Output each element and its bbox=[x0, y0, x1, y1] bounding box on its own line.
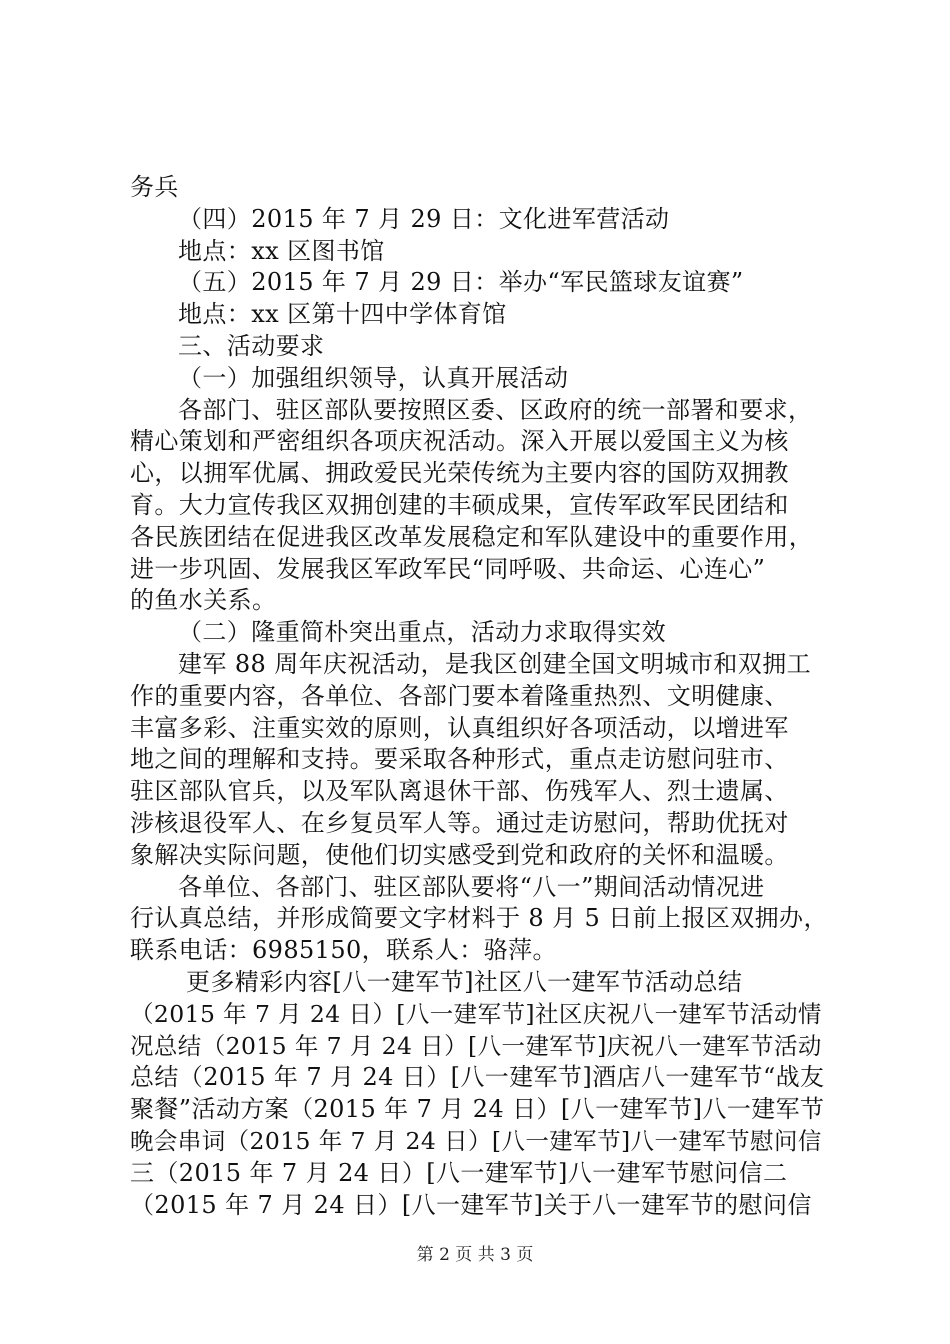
document-body bbox=[130, 172, 830, 1221]
text-line: 的鱼水关系。 bbox=[130, 586, 277, 615]
text-line: 地点：xx 区第十四中学体育馆 bbox=[178, 300, 507, 329]
text-line: （五）2015 年 7 月 29 日：举办“军民篮球友谊赛” bbox=[178, 268, 744, 297]
text-line: 建军 88 周年庆祝活动，是我区创建全国文明城市和双拥工 bbox=[178, 649, 811, 678]
text-line: （四）2015 年 7 月 29 日：文化进军营活动 bbox=[178, 204, 670, 233]
text-line: 行认真总结，并形成简要文字材料于 8 月 5 日前上报区双拥办， bbox=[130, 904, 828, 933]
text-line: 联系电话：6985150，联系人：骆萍。 bbox=[130, 936, 557, 965]
page-footer: 第 2 页 共 3 页 bbox=[416, 1245, 534, 1265]
text-line: 涉核退役军人、在乡复员军人等。通过走访慰问，帮助优抚对 bbox=[130, 808, 789, 837]
text-line: 象解决实际问题，使他们切实感受到党和政府的关怀和温暖。 bbox=[130, 840, 789, 869]
text-line: 地之间的理解和支持。要采取各种形式，重点走访慰问驻市、 bbox=[130, 745, 789, 774]
text-line: 况总结（2015 年 7 月 24 日）[八一建军节]庆祝八一建军节活动 bbox=[130, 1031, 822, 1060]
text-line: （2015 年 7 月 24 日）[八一建军节]关于八一建军节的慰问信 bbox=[130, 1190, 812, 1219]
text-line: 三（2015 年 7 月 24 日）[八一建军节]八一建军节慰问信二 bbox=[130, 1158, 788, 1187]
text-line: 晚会串词（2015 年 7 月 24 日）[八一建军节]八一建军节慰问信 bbox=[130, 1126, 822, 1155]
text-line: 各民族团结在促进我区改革发展稳定和军队建设中的重要作用， bbox=[130, 522, 814, 551]
text-line: 各部门、驻区部队要按照区委、区政府的统一部署和要求， bbox=[178, 395, 813, 424]
text-line: 育。大力宣传我区双拥创建的丰硕成果，宣传军政军民团结和 bbox=[130, 490, 789, 519]
text-line: （二）隆重简朴突出重点，活动力求取得实效 bbox=[178, 618, 666, 647]
text-line: 进一步巩固、发展我区军政军民“同呼吸、共命运、心连心” bbox=[130, 554, 766, 583]
text-line: 精心策划和严密组织各项庆祝活动。深入开展以爱国主义为核 bbox=[130, 427, 789, 456]
text-line: 聚餐”活动方案（2015 年 7 月 24 日）[八一建军节]八一建军节 bbox=[130, 1095, 825, 1124]
text-line: （2015 年 7 月 24 日）[八一建军节]社区庆祝八一建军节活动情 bbox=[130, 999, 822, 1028]
text-line: 驻区部队官兵，以及军队离退休干部、伤残军人、烈士遗属、 bbox=[130, 777, 789, 806]
text-line: 总结（2015 年 7 月 24 日）[八一建军节]酒店八一建军节“战友 bbox=[130, 1063, 825, 1092]
text-line: （一）加强组织领导，认真开展活动 bbox=[178, 363, 569, 392]
text-line: 务兵 bbox=[130, 173, 179, 201]
text-line: 更多精彩内容[八一建军节]社区八一建军节活动总结 bbox=[186, 967, 743, 996]
text-line: 作的重要内容，各单位、各部门要本着隆重热烈、文明健康、 bbox=[130, 681, 789, 710]
text-line: 丰富多彩、注重实效的原则，认真组织好各项活动，以增进军 bbox=[130, 713, 789, 742]
text-line: 三、活动要求 bbox=[178, 331, 325, 360]
text-line: 地点：xx 区图书馆 bbox=[178, 236, 385, 265]
text-line: 心，以拥军优属、拥政爱民光荣传统为主要内容的国防双拥教 bbox=[130, 459, 789, 488]
text-line: 各单位、各部门、驻区部队要将“八一”期间活动情况进 bbox=[178, 872, 765, 901]
